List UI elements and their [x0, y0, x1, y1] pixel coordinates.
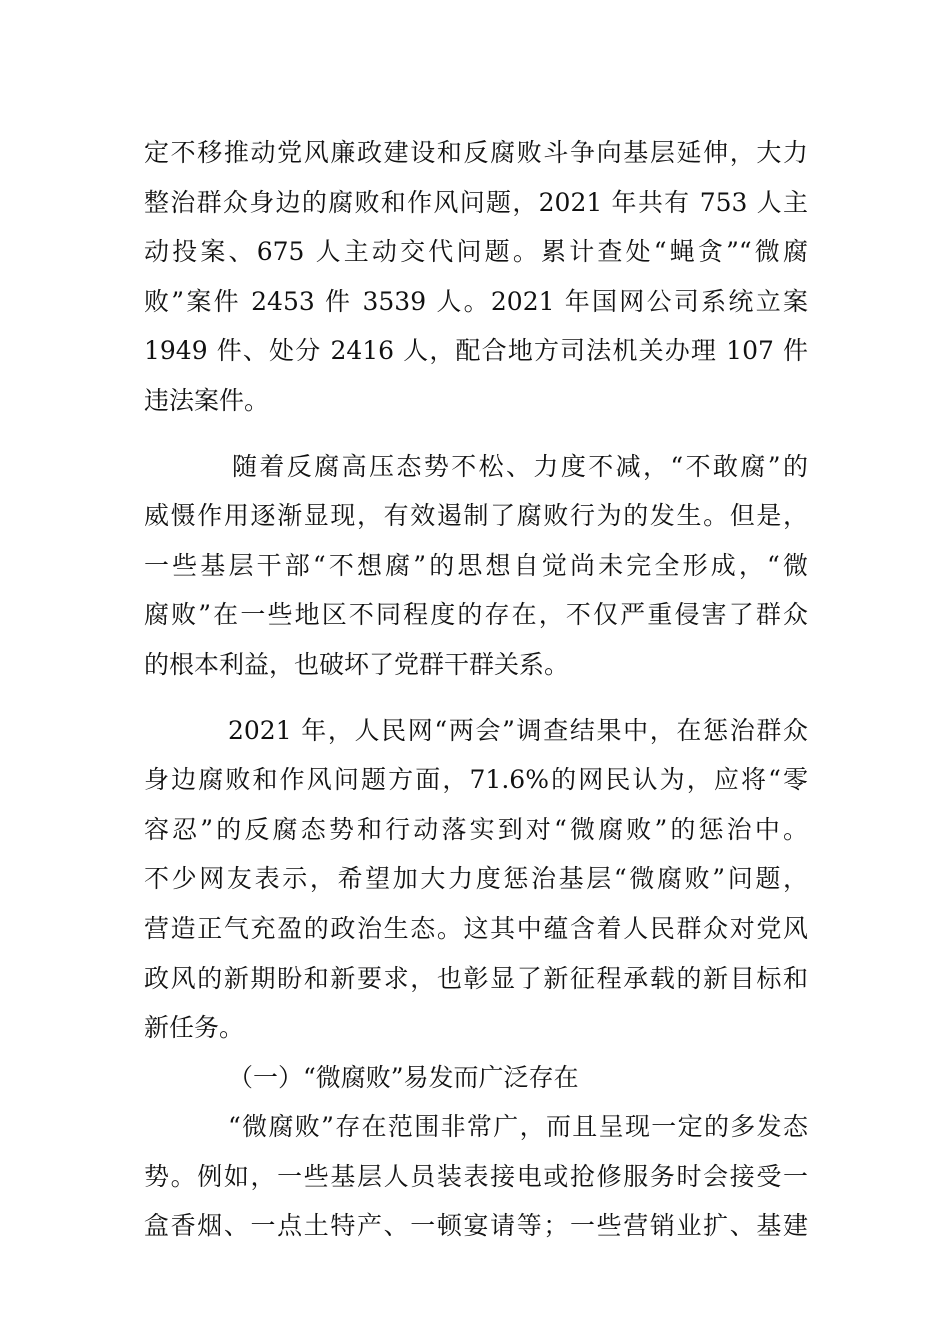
text-line: 2021 年，人民网“两会”调查结果中，在惩治群众 [228, 715, 808, 745]
text-line: 势。例如，一些基层人员装表接电或抢修服务时会接受一 [144, 1161, 808, 1191]
paragraph-gap [144, 426, 808, 442]
text-line: “微腐败”存在范围非常广，而且呈现一定的多发态 [228, 1112, 808, 1142]
text-line: 败”案件 2453 件 3539 人。2021 年国网公司系统立案 [144, 286, 808, 316]
text-line: 营造正气充盈的政治生态。这其中蕴含着人民群众对党风 [144, 913, 808, 943]
text-line: 1949 件、处分 2416 人，配合地方司法机关办理 107 件 [144, 336, 808, 366]
text-line: 盒香烟、一点土特产、一顿宴请等；一些营销业扩、基建 [144, 1211, 808, 1241]
section-heading: （一）“微腐败”易发而广泛存在 [228, 1062, 579, 1092]
paragraph-1 [144, 128, 808, 426]
text-line: 政风的新期盼和新要求，也彰显了新征程承载的新目标和 [144, 963, 808, 993]
paragraph-2 [144, 442, 808, 690]
paragraph-3 [144, 706, 808, 1053]
text-line: 新任务。 [144, 1013, 245, 1043]
text-line: 整治群众身边的腐败和作风问题，2021 年共有 753 人主 [144, 187, 808, 217]
text-line: 的根本利益，也破坏了党群干群关系。 [144, 649, 570, 679]
paragraph-4 [144, 1102, 808, 1251]
text-line: 腐败”在一些地区不同程度的存在，不仅严重侵害了群众 [144, 600, 808, 630]
text-line: 定不移推动党风廉政建设和反腐败斗争向基层延伸，大力 [144, 138, 808, 167]
text-line: 不少网友表示，希望加大力度惩治基层“微腐败”问题， [144, 864, 808, 894]
text-line: 随着反腐高压态势不松、力度不减，“不敢腐”的 [232, 451, 808, 481]
document-page [144, 128, 808, 1251]
text-line: 威慑作用逐渐显现，有效遏制了腐败行为的发生。但是， [144, 501, 808, 531]
paragraph-gap [144, 690, 808, 706]
text-line: 动投案、675 人主动交代问题。累计查处“蝇贪”“微腐 [144, 237, 808, 267]
text-line: 一些基层干部“不想腐”的思想自觉尚未完全形成，“微 [144, 550, 808, 580]
text-line: 违法案件。 [144, 385, 270, 415]
text-line: 容忍”的反腐态势和行动落实到对“微腐败”的惩治中。 [144, 814, 808, 844]
text-line: 身边腐败和作风问题方面，71.6%的网民认为，应将“零 [144, 765, 808, 795]
